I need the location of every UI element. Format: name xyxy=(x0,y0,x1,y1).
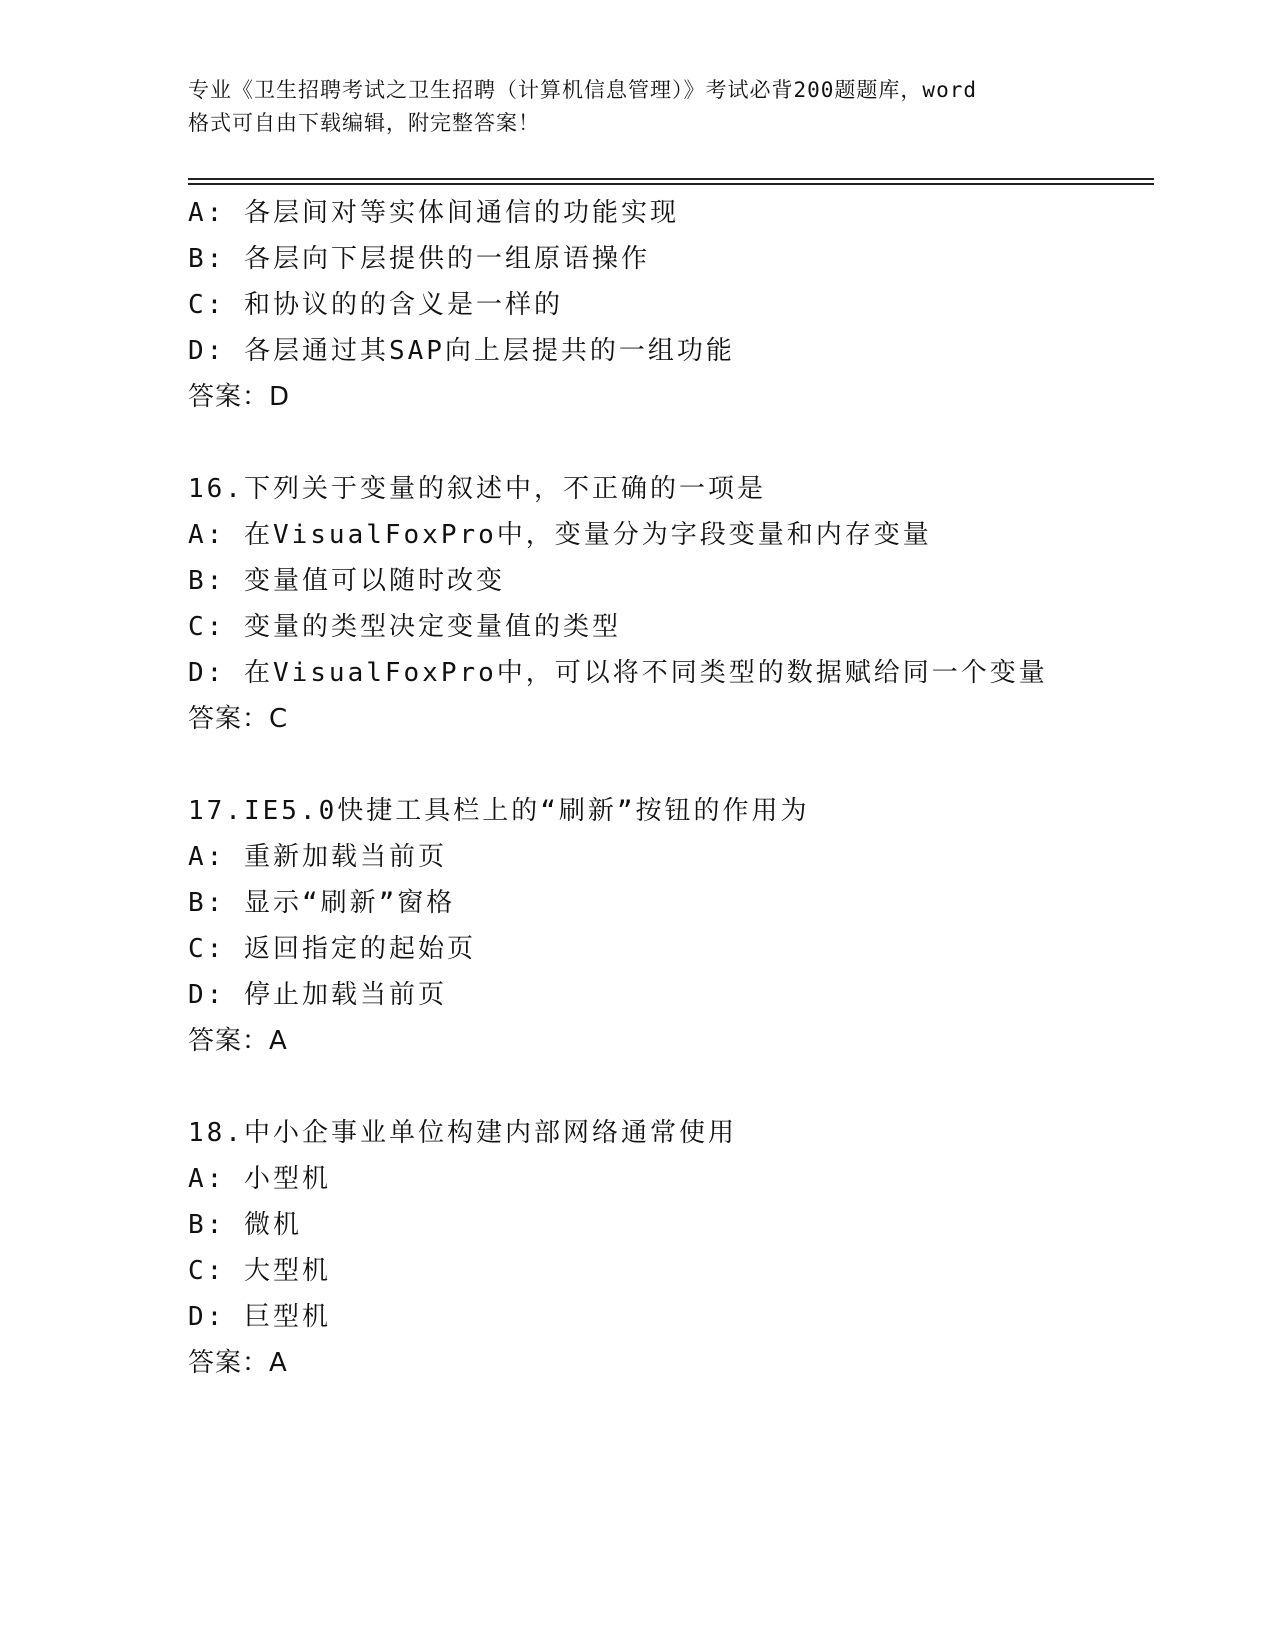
option-a: A: 在VisualFoxPro中，变量分为字段变量和内存变量 xyxy=(188,520,932,550)
answer-line: 答案：C xyxy=(188,704,289,734)
option-d: D: 各层通过其SAP向上层提共的一组功能 xyxy=(188,336,735,366)
header-title-line-1: 专业《卫生招聘考试之卫生招聘（计算机信息管理）》考试必背200题题库，word xyxy=(188,78,977,102)
question-block-15 xyxy=(188,190,1148,420)
header-title-line-2: 格式可自由下载编辑，附完整答案！ xyxy=(188,111,540,135)
option-d: D: 停止加载当前页 xyxy=(188,980,447,1010)
option-d: D: 巨型机 xyxy=(188,1302,331,1332)
option-b: B: 变量值可以随时改变 xyxy=(188,566,505,596)
question-block-18 xyxy=(188,1110,1148,1386)
question-text: 18.中小企事业单位构建内部网络通常使用 xyxy=(188,1118,737,1148)
option-d: D: 在VisualFoxPro中，可以将不同类型的数据赋给同一个变量 xyxy=(188,658,1048,688)
option-b: B: 微机 xyxy=(188,1210,302,1240)
question-list xyxy=(188,190,1148,1386)
question-text: 16.下列关于变量的叙述中，不正确的一项是 xyxy=(188,474,766,504)
answer-line: 答案：A xyxy=(188,1348,288,1378)
spacer xyxy=(188,1064,1148,1110)
option-a: A: 小型机 xyxy=(188,1164,331,1194)
spacer xyxy=(188,742,1148,788)
question-text: 17.IE5.0快捷工具栏上的“刷新”按钮的作用为 xyxy=(188,796,810,826)
option-b: B: 各层向下层提供的一组原语操作 xyxy=(188,244,650,274)
spacer xyxy=(188,420,1148,466)
option-b: B: 显示“刷新”窗格 xyxy=(188,888,456,918)
option-c: C: 和协议的的含义是一样的 xyxy=(188,290,563,320)
question-block-16 xyxy=(188,466,1148,742)
option-a: A: 各层间对等实体间通信的功能实现 xyxy=(188,198,679,228)
question-block-17 xyxy=(188,788,1148,1064)
answer-line: 答案：A xyxy=(188,1026,288,1056)
document-header xyxy=(188,74,1088,140)
header-divider-top xyxy=(188,178,1154,180)
header-divider-bottom xyxy=(188,183,1154,185)
option-c: C: 大型机 xyxy=(188,1256,331,1286)
option-a: A: 重新加载当前页 xyxy=(188,842,447,872)
option-c: C: 返回指定的起始页 xyxy=(188,934,476,964)
answer-line: 答案：D xyxy=(188,382,291,412)
option-c: C: 变量的类型决定变量值的类型 xyxy=(188,612,621,642)
